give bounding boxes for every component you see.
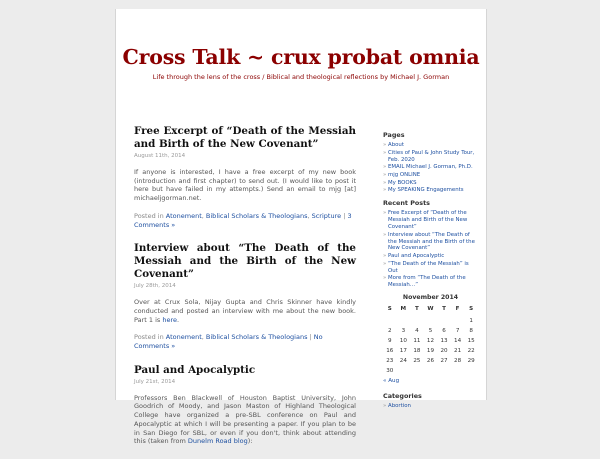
calendar-empty [424,316,438,326]
calendar-empty [383,316,397,326]
recent-post-label[interactable]: Interview about “The Death of the Messiah and the Birth of the New Covenant” [388,231,475,252]
category-link[interactable]: Biblical Scholars & Theologians [205,211,308,220]
calendar-day: 9 [388,337,392,344]
calendar-week [383,346,478,356]
calendar-empty [437,366,451,376]
calendar-weekday-row [383,305,478,316]
post-title-link[interactable]: Paul and Apocalyptic [134,363,256,376]
post-date: July 21st, 2014 [134,378,176,385]
calendar-day: 16 [386,347,394,354]
post-body-end: ): [247,437,253,446]
calendar-day: 14 [454,337,462,344]
recent-post-link[interactable] [383,253,478,260]
calendar-prev-link[interactable] [383,376,424,387]
calendar-day: 12 [426,337,435,344]
calendar-week [383,326,478,336]
recent-post-label[interactable]: “The Death of the Messiah” is Out [388,260,469,274]
calendar-empty [410,316,424,326]
calendar-empty [437,316,451,326]
page-container [115,9,487,446]
calendar-empty [397,366,411,376]
calendar [383,295,478,386]
category-link[interactable]: Biblical Scholars & Theologians [205,333,308,342]
blog-title-link[interactable]: Cross Talk ~ crux probat omnia [122,45,480,69]
recent-post-label[interactable]: Free Excerpt of “Death of the Messiah and Birth of the New Covenant” [388,210,468,230]
calendar-day: 7 [455,327,460,334]
calendar-day: 13 [440,337,448,344]
meta-separator: | [307,333,314,342]
calendar-weekday: T [442,306,446,313]
calendar-prev-label[interactable]: « Aug [383,378,400,385]
post-body [134,298,356,324]
post-body-end: . [177,315,180,324]
interview-link[interactable]: here [162,315,178,324]
dunelm-road-link[interactable]: Dunelm Road blog [187,437,248,446]
post [134,364,356,446]
page-link-label[interactable]: mjg ONLINE [388,171,421,178]
calendar-empty [451,366,465,376]
calendar-empty [397,316,411,326]
recent-post-link[interactable] [383,210,478,231]
header [116,9,486,95]
sidebar [383,132,478,415]
post [134,125,356,229]
recent-post-link[interactable] [383,275,478,289]
calendar-day: 24 [399,357,407,364]
post-body-text: Over at Crux Sola, Nijay Gupta and Chris Skinner have kindly conducted and posted an interview with me about the new book. Part 1 is [134,298,356,324]
comments-link[interactable]: No Comments » [134,333,323,351]
calendar-widget [383,295,478,386]
page-link-label[interactable]: EMAIL Michael J. Gorman, Ph.D. [388,164,473,171]
posted-in-label: Posted in [134,333,166,342]
recent-posts-title: Recent Posts [383,199,430,208]
page-link[interactable] [383,164,478,171]
post-body [134,394,356,446]
post-title-link[interactable]: Interview about “The Death of the Messiah and the Birth of the New Covenant” [134,242,356,281]
calendar-weekday: M [400,306,407,313]
post-body: If anyone is interested, I have a free excerpt of my new book (introduction and first chapter) to send out. (I would like to post it here but have failed in my attempts.) Send an email to mjg [at] michaeljgorman.net. [134,168,356,203]
calendar-week [383,366,478,376]
recent-post-label[interactable]: More from “The Death of the Messiah…” [388,275,466,289]
calendar-day: 5 [428,327,433,334]
calendar-day: 19 [426,347,435,354]
calendar-day: 22 [467,347,475,354]
page-link-label[interactable]: Cities of Paul & John Study Tour, Feb. 2020 [388,149,475,163]
recent-post-label[interactable]: Paul and Apocalyptic [388,253,445,260]
pages-title: Pages [383,131,405,139]
calendar-day: 11 [413,337,421,344]
calendar-weekday: S [469,306,474,313]
page-link-label[interactable]: About [388,141,404,148]
calendar-day: 17 [399,347,407,354]
post-body-text: Professors Ben Blackwell of Houston Baptist University, John Goodrich of Moody, and Jason Maston of Highland Theological College have organized a pre-SBL conference on Paul and Apocalyptic at which I will be presenting a paper. If you plan to be in San Diego for SBL, or even if you don't, think about attending this (taken from [134,393,356,446]
blog-description: Life through the lens of the cross / Biblical and theological reflections by Michael J. Gorman [152,73,450,81]
category-link[interactable]: Atonement [165,211,202,220]
calendar-day: 20 [440,347,448,354]
post-meta: Posted in Atonement, Biblical Scholars & Theologians | No Comments » [134,333,323,351]
page-link-label[interactable]: My BOOKS [388,179,417,186]
recent-posts-widget [383,200,478,289]
category-link[interactable]: Atonement [165,333,202,342]
calendar-week [383,316,478,326]
post-title-link[interactable]: Free Excerpt of “Death of the Messiah and Birth of the New Covenant” [134,125,356,150]
post-meta: Posted in Atonement, Biblical Scholars & Theologians, Scripture | 3 Comments » [134,211,352,229]
comments-link[interactable]: 3 Comments » [134,211,352,229]
page-link[interactable] [383,180,478,187]
calendar-day: 2 [388,327,392,334]
page-link[interactable] [383,172,478,179]
calendar-empty [451,316,465,326]
pages-widget [383,132,478,194]
calendar-weekday: S [387,306,392,313]
calendar-day: 25 [413,357,421,364]
main-content [134,125,356,459]
meta-separator: | [341,211,348,220]
calendar-day: 6 [442,327,446,334]
calendar-empty [464,366,478,376]
calendar-day: 21 [454,347,462,354]
calendar-day: 28 [454,357,462,364]
calendar-day: 15 [467,337,475,344]
calendar-day: 26 [426,357,435,364]
recent-post-link[interactable] [383,261,478,275]
calendar-day: 30 [386,367,394,374]
page-link[interactable] [383,187,478,194]
post-date: August 11th, 2014 [134,153,186,159]
calendar-body [383,316,478,376]
calendar-weekday: F [455,306,460,313]
category-item-label[interactable]: Abortion [388,402,411,409]
calendar-empty [410,366,424,376]
calendar-day: 29 [467,357,475,364]
categories-title: Categories [383,391,422,400]
calendar-day: 1 [469,317,473,324]
calendar-day: 18 [413,347,421,354]
calendar-caption: November 2014 [402,294,459,302]
calendar-nav [383,376,478,387]
calendar-empty [424,366,438,376]
calendar-week [383,336,478,346]
calendar-weekday: W [427,306,434,313]
categories-widget [383,393,478,410]
calendar-day: 23 [386,357,394,364]
posted-in-label: Posted in [134,211,166,220]
calendar-weekday: T [414,306,419,313]
post-date: July 28th, 2014 [134,283,176,290]
post [134,242,356,351]
recent-post-link[interactable] [383,232,478,253]
category-link[interactable]: Scripture [311,211,342,220]
calendar-day: 3 [401,327,406,334]
page-link[interactable] [383,150,478,164]
calendar-day: 27 [440,357,448,364]
calendar-day: 8 [469,327,473,334]
category-item[interactable] [383,403,478,410]
calendar-day: 10 [399,337,407,344]
calendar-week [383,356,478,366]
page-link-label[interactable]: My SPEAKING Engagements [388,187,464,194]
calendar-next-empty [424,376,478,387]
calendar-day: 4 [415,327,419,334]
page-link[interactable] [383,142,478,149]
